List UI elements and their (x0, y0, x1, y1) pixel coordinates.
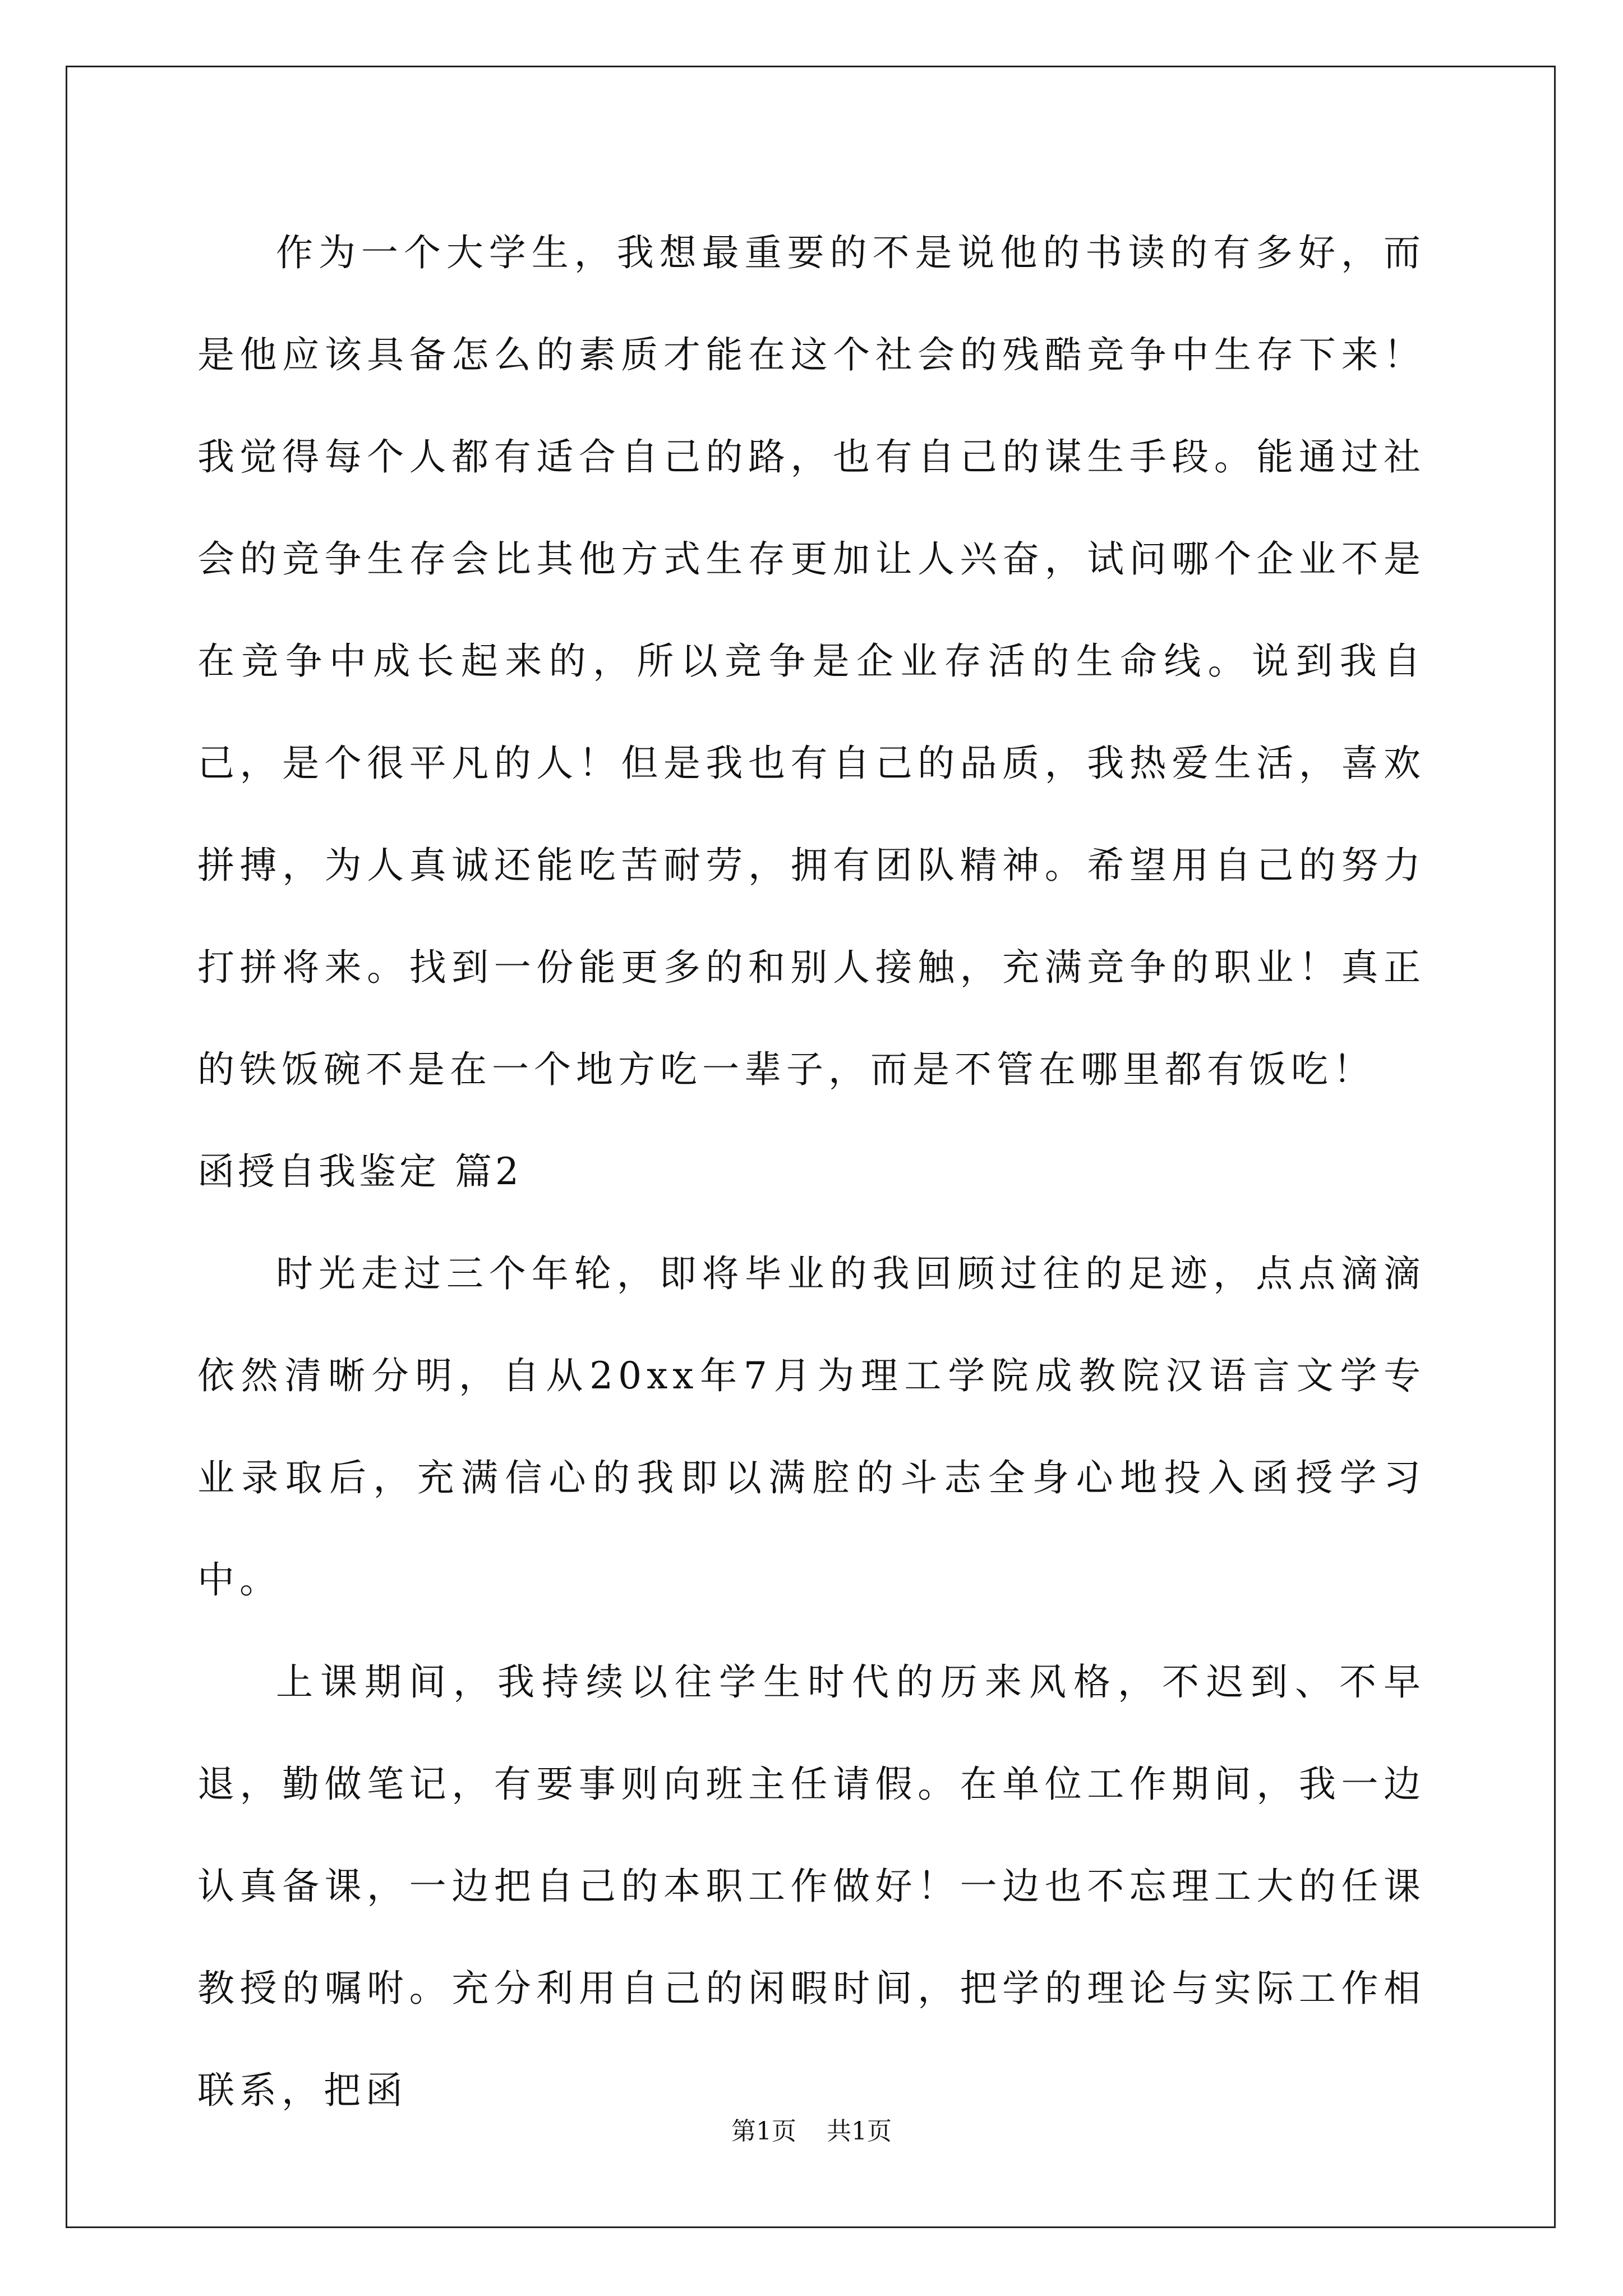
page-footer (0, 2115, 1623, 2148)
document-body (197, 202, 1426, 2142)
page-number: 第1页 (731, 2117, 796, 2146)
section-heading: 函授自我鉴定 篇2 (197, 1150, 522, 1193)
paragraph: 作为一个大学生，我想最重要的不是说他的书读的有多好，而是他应该具备怎么的素质才能在这个社会的残酷竞争中生存下来！我觉得每个人都有适合自己的路，也有自己的谋生手段。能通过社会的竞争生存会比其他方式生存更加让人兴奋，试问哪个企业不是在竞争中成长起来的，所以竞争是企业存活的生命线。说到我自己，是个很平凡的人！但是我也有自己的品质，我热爱生活，喜欢拼搏，为人真诚还能吃苦耐劳，拥有团队精神。希望用自己的努力打拼将来。找到一份能更多的和别人接触，充满竞争的职业！真正的铁饭碗不是在一个地方吃一辈子，而是不管在哪里都有饭吃！ (197, 231, 1426, 1091)
paragraph: 时光走过三个年轮，即将毕业的我回顾过往的足迹，点点滴滴依然清晰分明，自从20xx年7月为理工学院成教院汉语言文学专业录取后，充满信心的我即以满腔的斗志全身心地投入函授学习中。 (197, 1252, 1426, 1602)
paragraph: 上课期间，我持续以往学生时代的历来风格，不迟到、不早退，勤做笔记，有要事则向班主任请假。在单位工作期间，我一边认真备课，一边把自己的本职工作做好！一边也不忘理工大的任课教授的嘱咐。充分利用自己的闲暇时间，把学的理论与实际工作相联系，把函 (197, 1660, 1426, 2112)
page-total: 共1页 (827, 2117, 892, 2146)
